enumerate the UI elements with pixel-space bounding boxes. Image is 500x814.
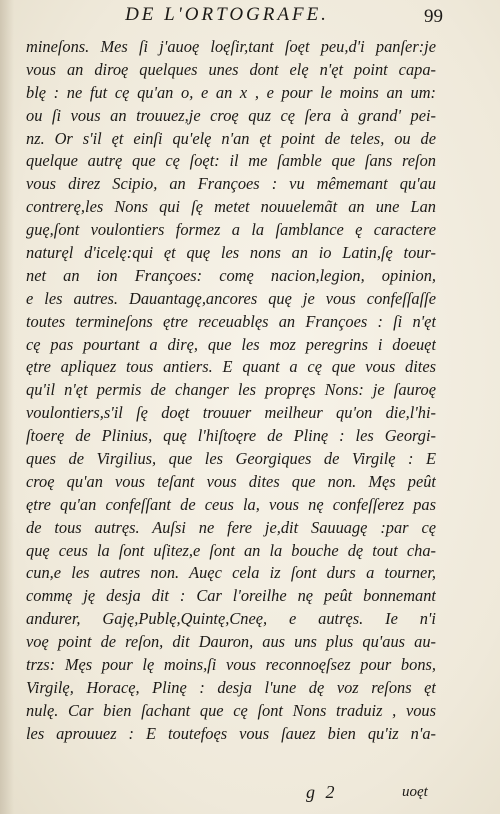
text-line: blę : ne fut cę qu'an o, e an x , e pour le moins an um: (26, 82, 436, 102)
running-title: DE L'ORTOGRAFE. (125, 4, 329, 25)
text-line: net an ion Françoes: comę nacion,legion, opinion, (26, 265, 436, 285)
text-line: les aprouuez : E toutefoęs vous ſauez bien qu'iz n'a- (26, 723, 436, 743)
body-text (26, 36, 436, 746)
page-number: 99 (424, 6, 443, 27)
text-line: voę point de reſon, dit Dauron, aus uns plus qu'aus au- (26, 632, 436, 652)
text-line: croę qu'an vous teſant vous dites que non. Męs peût (26, 471, 436, 491)
text-line: ętre qu'an confeſſant de ceus la, vous nę confeſſerez pas (26, 494, 436, 514)
text-line: ſtoerę de Plinius, quę l'hiſtoęre de Plinę : les Georgi- (26, 426, 436, 446)
catchword: uoęt (402, 784, 428, 800)
text-line: vous direz Scipio, an Françoes : vu mêmemant qu'au (26, 174, 436, 194)
text-line: ou ſi vous an trouuez,je croę quz cę ſera à grand' pei- (26, 105, 436, 125)
text-line: vous an diroę quelques unes dont elę n'ęt point capa- (26, 59, 436, 79)
text-line: naturęl d'icelę:qui ęt quę les nons an io Latin,ſę tour- (26, 243, 436, 263)
text-line: cun,e les autres non. Auęc cela iz ſont durs a tourner, (26, 563, 436, 583)
text-line: commę ję desja dit : Car l'oreilhe nę peût bonnemant (26, 586, 436, 606)
text-line: e les autres. Dauantagę,ancores quę je vous confeſſaſſe (26, 288, 436, 308)
text-line: voulontiers,s'il ſę doęt trouuer meilheur qu'on die,l'hi- (26, 403, 436, 423)
text-line: mineſons. Mes ſi j'auoę loęſir,tant ſoęt peu,d'i panſer:je (26, 37, 436, 56)
text-line: quę ceus la ſont uſitez,e ſont an la bouche dę tout cha- (26, 540, 436, 560)
text-line: ques de Virgilius, que les Georgiques de Virgilę : E (26, 449, 436, 469)
text-line: de tous autręs. Auſsi ne fere je,dit Sauuagę :par cę (26, 517, 436, 537)
text-line: toutes termineſons ętre receuablęs an Françoes : ſi n'ęt (26, 311, 436, 331)
text-line: qu'il n'ęt permis de changer les propręs Nons: je ſauroę (26, 380, 436, 400)
text-line: trzs: Męs pour lę moins,ſi vous reconnoęſsez pour bons, (26, 655, 436, 675)
text-line: Virgilę, Horacę, Plinę : desja l'une dę voz reſons ęt (26, 677, 436, 697)
signature-mark: g 2 (306, 782, 338, 802)
text-line: guę,ſont voulontiers formez a la ſamblance ę caractere (26, 220, 436, 240)
text-line: contrerę,les Nons qui ſę metet nouuelemãt an une Lan (26, 197, 436, 217)
text-line: nz. Or s'il ęt einſi qu'elę n'an ęt point de teles, ou de (26, 128, 436, 148)
text-line: nulę. Car bien ſachant que cę ſont Nons traduiz , vous (26, 700, 436, 720)
text-line: cę pas pourtant a dirę, que les moz peregrins i doeuęt (26, 334, 436, 354)
text-line: ętre apliquez tous antiers. E quant a cę que vous dites (26, 357, 436, 377)
gutter-shadow (0, 0, 14, 814)
text-line: quelque autrę que cę ſoęt: il me ſamble que ſans reſon (26, 151, 436, 171)
text-line: andurer, Gaję,Publę,Quintę,Cneę, e autręs. Ie n'i (26, 609, 436, 629)
